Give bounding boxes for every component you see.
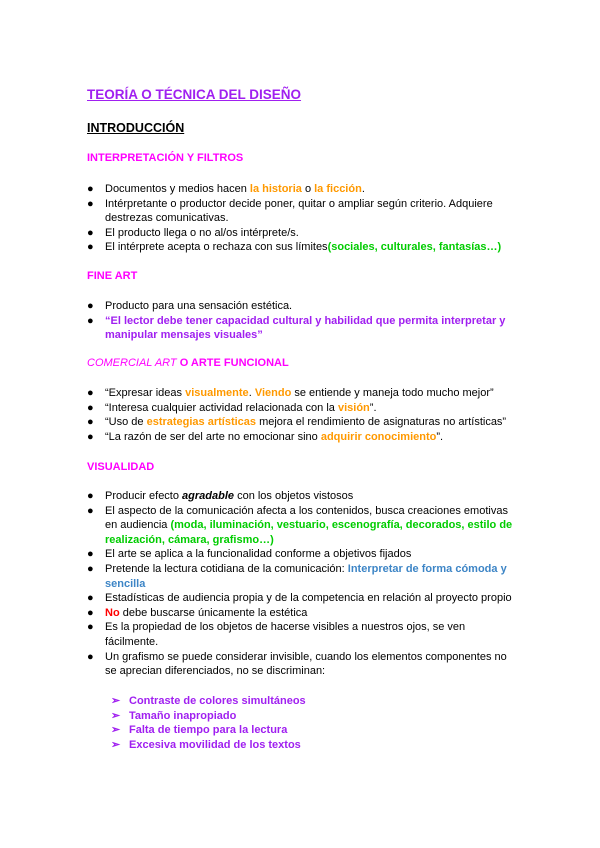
highlight-green: (sociales, culturales, fantasías…) bbox=[327, 241, 502, 254]
list-item bbox=[87, 240, 517, 255]
text: El aspecto de la comunicación afecta a los contenidos, busca creaciones emotivas en audiencia bbox=[105, 504, 508, 532]
text: Es la propiedad de los objetos de hacerse visibles a nuestros ojos, se ven fácilmente. bbox=[105, 621, 466, 648]
highlight-orange: visualmente bbox=[185, 387, 249, 399]
list-item bbox=[87, 620, 517, 649]
text: mejora el rendimiento de asignaturas no artísticas” bbox=[256, 416, 507, 429]
highlight-green: (moda, iluminación, vestuario, escenografía, decorados, estilo de realización, cámara, grafismo…) bbox=[105, 519, 513, 546]
list-item bbox=[87, 650, 517, 679]
text: El producto llega o no al/os intérprete/s. bbox=[105, 226, 299, 239]
text: Estadísticas de audiencia propia y de la competencia en relación al proyecto propio bbox=[105, 592, 512, 605]
text: Contraste de colores simultáneos bbox=[129, 695, 306, 707]
highlight-orange: la historia bbox=[249, 183, 302, 195]
list-interpretacion bbox=[87, 182, 517, 255]
text: se entiende y maneja todo mucho mejor” bbox=[291, 387, 494, 399]
section-intro-heading: INTRODUCCIÓN bbox=[87, 121, 185, 135]
list-item bbox=[87, 591, 517, 606]
highlight-red: No bbox=[105, 606, 120, 619]
highlight-orange: Viendo bbox=[254, 387, 292, 399]
text: Intérpretante o productor decide poner, quitar o ampliar según criterio. Adquiere destrezas comunicativas. bbox=[105, 197, 493, 225]
text: o bbox=[301, 183, 315, 195]
text: Producto para una sensación estética. bbox=[105, 300, 293, 312]
list-fine-art bbox=[87, 299, 517, 343]
highlight-orange: adquirir conocimiento bbox=[320, 430, 437, 443]
bullet-icon: ● bbox=[87, 300, 94, 312]
text: “Uso de bbox=[105, 416, 147, 429]
bullet-icon: ● bbox=[87, 226, 94, 239]
text: Pretende la lectura cotidiana de la comunicación: bbox=[105, 562, 348, 575]
text: “La razón de ser del arte no emocionar sino bbox=[105, 430, 321, 443]
bullet-icon: ● bbox=[87, 490, 94, 502]
sublist-item bbox=[111, 694, 541, 709]
text: El arte se aplica a la funcionalidad conforme a objetivos fijados bbox=[105, 548, 412, 561]
bullet-icon: ● bbox=[87, 197, 94, 210]
bullet-icon: ● bbox=[87, 621, 94, 634]
heading-fine-art: FINE ART bbox=[87, 270, 138, 282]
heading-comercial-art bbox=[87, 357, 289, 369]
text: Documentos y medios hacen bbox=[105, 183, 250, 195]
arrow-icon: ➢ bbox=[111, 724, 121, 737]
sublist-invisible bbox=[111, 694, 541, 752]
list-item bbox=[87, 504, 517, 548]
text: Falta de tiempo para la lectura bbox=[129, 724, 288, 737]
sublist-item bbox=[111, 709, 541, 724]
bullet-icon: ● bbox=[87, 430, 94, 443]
highlight-blue: Interpretar de forma cómoda y sencilla bbox=[105, 562, 507, 590]
bullet-icon: ● bbox=[87, 562, 94, 575]
page-title: TEORÍA O TÉCNICA DEL DISEÑO bbox=[87, 87, 302, 102]
text: ”. bbox=[436, 430, 444, 443]
text: . bbox=[248, 387, 255, 399]
bullet-icon: ● bbox=[87, 416, 94, 429]
bullet-icon: ● bbox=[87, 548, 94, 561]
bullet-icon: ● bbox=[87, 606, 94, 619]
highlight-orange: visión bbox=[337, 401, 370, 414]
arrow-icon: ➢ bbox=[111, 695, 121, 707]
text: “Interesa cualquier actividad relacionada con la bbox=[105, 401, 338, 414]
list-item bbox=[87, 547, 517, 562]
text: Excesiva movilidad de los textos bbox=[129, 738, 301, 751]
text: debe buscarse únicamente la estética bbox=[119, 606, 308, 619]
text: ”. bbox=[369, 401, 377, 414]
bullet-icon: ● bbox=[87, 183, 94, 195]
list-item bbox=[87, 386, 517, 401]
bullet-icon: ● bbox=[87, 241, 94, 254]
highlight-orange: estrategias artísticas bbox=[146, 416, 257, 429]
bullet-icon: ● bbox=[87, 504, 94, 517]
list-item bbox=[87, 415, 517, 430]
heading-italic: COMERCIAL ART bbox=[87, 357, 177, 369]
list-item bbox=[87, 606, 517, 621]
list-item bbox=[87, 314, 517, 343]
bullet-icon: ● bbox=[87, 314, 94, 327]
list-item bbox=[87, 401, 517, 416]
list-item bbox=[87, 299, 517, 314]
list-item bbox=[87, 489, 517, 504]
text: Un grafismo se puede considerar invisible, cuando los elementos componentes no se aprecian diferenciados, no se discriminan: bbox=[105, 650, 507, 678]
text: Producir efecto bbox=[105, 490, 183, 502]
list-item bbox=[87, 226, 517, 241]
arrow-icon: ➢ bbox=[111, 738, 121, 751]
text: Tamaño inapropiado bbox=[129, 709, 237, 722]
heading-rest: O ARTE FUNCIONAL bbox=[176, 357, 289, 369]
heading-visualidad: VISUALIDAD bbox=[87, 461, 155, 473]
text: con los objetos vistosos bbox=[234, 490, 354, 502]
list-item bbox=[87, 182, 517, 197]
arrow-icon: ➢ bbox=[111, 709, 121, 722]
list-comercial-art bbox=[87, 386, 517, 444]
highlight-orange: la ficción bbox=[314, 183, 362, 195]
bullet-icon: ● bbox=[87, 650, 94, 663]
bullet-icon: ● bbox=[87, 592, 94, 605]
text: El intérprete acepta o rechaza con sus límites bbox=[105, 241, 328, 254]
emphasis: agradable bbox=[182, 490, 235, 502]
bullet-icon: ● bbox=[87, 387, 94, 399]
list-item bbox=[87, 430, 517, 445]
quote-purple: “El lector debe tener capacidad cultural y habilidad que permita interpretar y manipular mensajes visuales” bbox=[105, 314, 506, 342]
list-item bbox=[87, 562, 517, 591]
list-visualidad bbox=[87, 489, 517, 679]
bullet-icon: ● bbox=[87, 401, 94, 414]
sublist-item bbox=[111, 723, 541, 738]
text: “Expresar ideas bbox=[105, 387, 186, 399]
text: . bbox=[361, 183, 365, 195]
list-item bbox=[87, 197, 517, 226]
heading-interpretacion: INTERPRETACIÓN Y FILTROS bbox=[87, 152, 244, 164]
sublist-item bbox=[111, 738, 541, 753]
